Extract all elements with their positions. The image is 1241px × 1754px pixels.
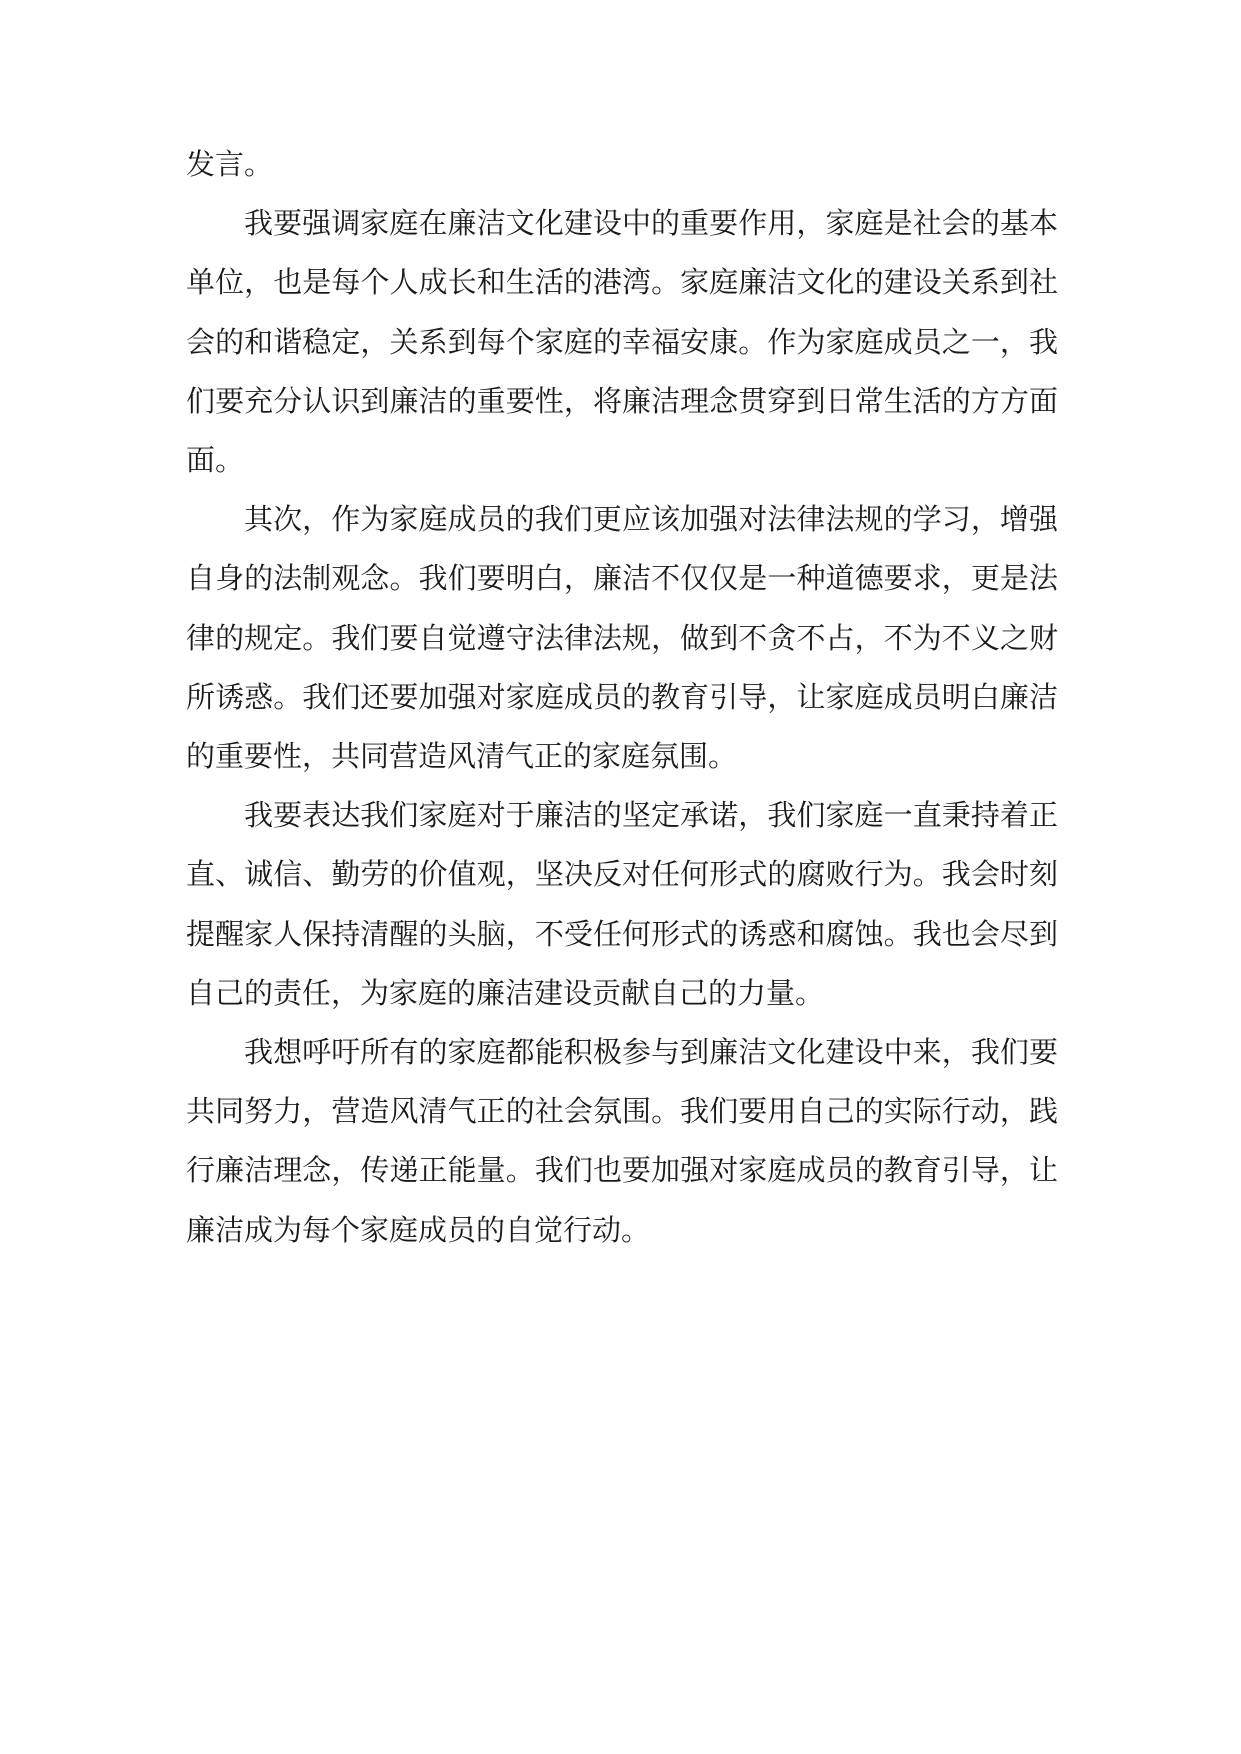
paragraph-family-commitment: 我要表达我们家庭对于廉洁的坚定承诺，我们家庭一直秉持着正直、诚信、勤劳的价值观，坚决反对任何形式的腐败行为。我会时刻提醒家人保持清醒的头脑，不受任何形式的诱惑和腐蚀。我也会尽到自己的责任，为家庭的廉洁建设贡献自己的力量。 (186, 798, 1058, 1010)
document-body (186, 135, 1058, 1260)
paragraph-law-study: 其次，作为家庭成员的我们更应该加强对法律法规的学习，增强自身的法制观念。我们要明白，廉洁不仅仅是一种道德要求，更是法律的规定。我们要自觉遵守法律法规，做到不贪不占，不为不义之财所诱惑。我们还要加强对家庭成员的教育引导，让家庭成员明白廉洁的重要性，共同营造风清气正的家庭氛围。 (186, 502, 1058, 774)
paragraph-appeal: 我想呼吁所有的家庭都能积极参与到廉洁文化建设中来，我们要共同努力，营造风清气正的社会氛围。我们要用自己的实际行动，践行廉洁理念，传递正能量。我们也要加强对家庭成员的教育引导，让廉洁成为每个家庭成员的自觉行动。 (186, 1035, 1058, 1247)
paragraph-family-role: 我要强调家庭在廉洁文化建设中的重要作用，家庭是社会的基本单位，也是每个人成长和生活的港湾。家庭廉洁文化的建设关系到社会的和谐稳定，关系到每个家庭的幸福安康。作为家庭成员之一，我们要充分认识到廉洁的重要性，将廉洁理念贯穿到日常生活的方方面面。 (186, 206, 1058, 478)
paragraph-continuation: 发言。 (186, 147, 274, 181)
